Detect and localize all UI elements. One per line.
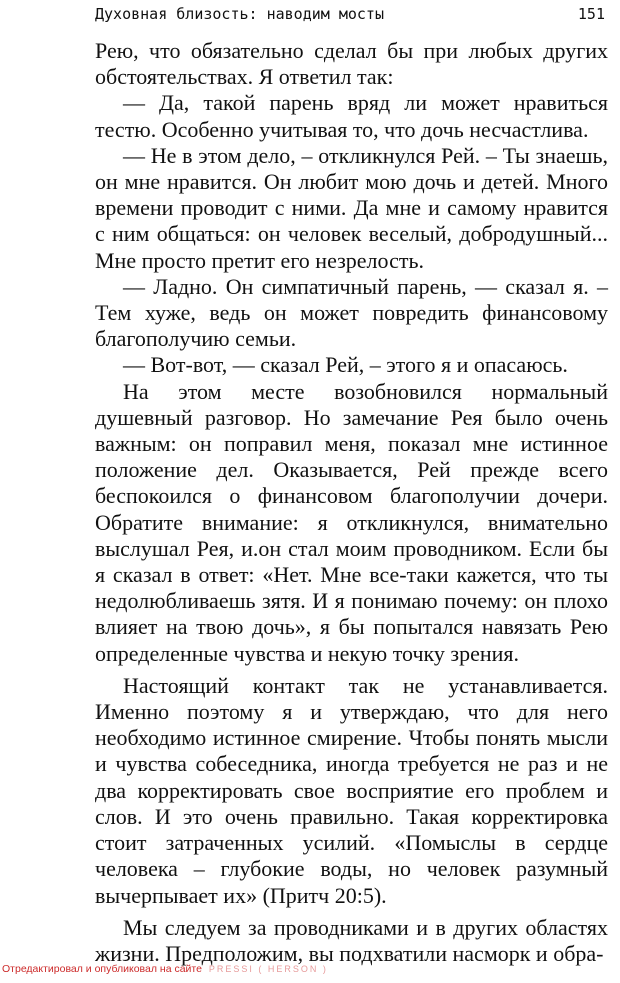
paragraph: — Ладно. Он симпатичный парень, — сказал я. – Тем хуже, ведь он может повредить финансовому благополучию семьи. <box>95 273 608 352</box>
footer-credit <box>2 963 328 975</box>
body-text <box>95 38 608 967</box>
paragraph: Мы следуем за проводниками и в других областях жизни. Предположим, вы подхватили насморк и обра- <box>95 914 608 966</box>
paragraph: Рею, что обязательно сделал бы при любых других обстоятельствах. Я ответил так: <box>95 38 608 90</box>
paragraph: — Не в этом дело, – откликнулся Рей. – Ты знаешь, он мне нравится. Он любит мою дочь и детей. Много времени проводит с ними. Да мне и самому нравится с ним общаться: он человек веселый, добродушный... Мне просто претит его незрелость. <box>95 142 608 273</box>
paragraph: Настоящий контакт так не устанавливается. Именно поэтому я и утверждаю, что для него необходимо истинное смирение. Чтобы понять мысли и чувства собеседника, иногда требуется не раз и не два корректировать свое восприятие его проблем и слов. И это очень правильно. Такая корректировка стоит затраченных усилий. «Помыслы в сердце человека – глубокие воды, но человек разумный вычерпывает их» (Притч 20:5). <box>95 672 608 908</box>
running-head <box>95 5 605 27</box>
chapter-title: Духовная близость: наводим мосты <box>95 5 384 23</box>
footer-brand: PRESSI ( HERSON ) <box>208 964 328 974</box>
page-number: 151 <box>577 5 605 23</box>
paragraph: — Вот-вот, — сказал Рей, – этого я и опасаюсь. <box>123 352 568 378</box>
footer-label: Отредактировал и опубликовал на сайте <box>2 963 202 975</box>
paragraph: — Да, такой парень вряд ли может нравиться тестю. Особенно учитывая то, что дочь несчастлива. <box>95 90 608 142</box>
paragraph: На этом месте возобновился нормальный душевный разговор. Но замечание Рея было очень важным: он поправил меня, показал мне истинное положение дел. Оказывается, Рей прежде всего беспокоился о финансовом благополучии дочери. Обратите внимание: я откликнулся, внимательно выслушал Рея, и.он стал моим проводником. Если бы я сказал в ответ: «Нет. Мне все-таки кажется, что ты недолюбливаешь зятя. И я понимаю почему: он плохо влияет на твою дочь», я бы попытался навязать Рею определенные чувства и некую точку зрения. <box>95 378 608 666</box>
